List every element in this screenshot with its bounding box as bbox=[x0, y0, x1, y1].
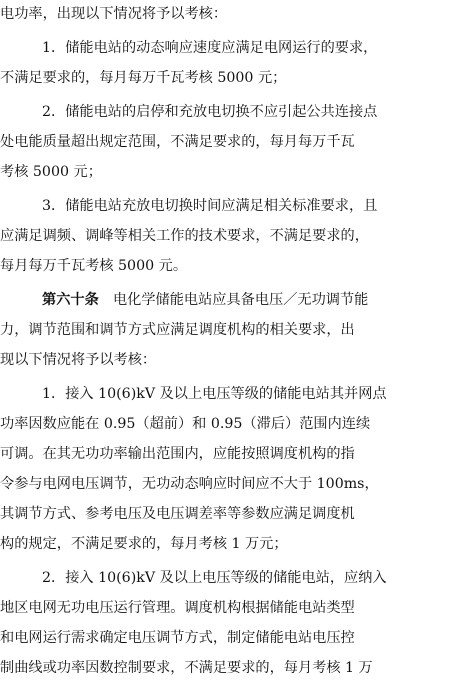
text-line: 力，调节范围和调节方式应满足调度机构的相关要求，出 bbox=[0, 322, 355, 338]
text-line: 3．储能电站充放电切换时间应满足相关标准要求，且 bbox=[42, 198, 378, 214]
text-line: 制曲线或功率因数控制要求，不满足要求的，每月考核 1 万 bbox=[0, 660, 373, 676]
text-line: 考核 5000 元； bbox=[0, 164, 102, 180]
text-line: 2．储能电站的启停和充放电切换不应引起公共连接点 bbox=[42, 104, 378, 120]
text-line: 其调节方式、参考电压及电压调差率等参数应满足调度机 bbox=[0, 506, 355, 522]
text-line: 1．接入 10(6)kV 及以上电压等级的储能电站其并网点 bbox=[42, 386, 387, 402]
article-heading: 第六十条 bbox=[42, 292, 99, 308]
text-line: 令参与电网电压调节，无功动态响应时间应不大于 100ms， bbox=[0, 476, 379, 492]
text-line: 电功率，出现以下情况将予以考核： bbox=[0, 6, 228, 22]
text-line: 功率因数应能在 0.95（超前）和 0.95（滞后）范围内连续 bbox=[0, 416, 371, 432]
text-line: 1．储能电站的动态响应速度应满足电网运行的要求， bbox=[42, 40, 378, 56]
text-line: 现以下情况将予以考核： bbox=[0, 352, 157, 368]
text-line: 处电能质量超出规定范围，不满足要求的，每月每万千瓦 bbox=[0, 134, 355, 150]
text-line: 地区电网无功电压运行管理。调度机构根据储能电站类型 bbox=[0, 600, 355, 616]
article-text: 电化学储能电站应具备电压／无功调节能 bbox=[112, 292, 369, 308]
text-line: 2．接入 10(6)kV 及以上电压等级的储能电站，应纳入 bbox=[42, 570, 387, 586]
text-line: 构的规定，不满足要求的，每月考核 1 万元； bbox=[0, 536, 288, 552]
text-line: 每月每万千瓦考核 5000 元。 bbox=[0, 258, 188, 274]
text-line: 可调。在其无功功率输出范围内，应能按照调度机构的指 bbox=[0, 446, 355, 462]
text-line: 不满足要求的，每月每万千瓦考核 5000 元； bbox=[0, 70, 287, 86]
text-line: 和电网运行需求确定电压调节方式，制定储能电站电压控 bbox=[0, 630, 355, 646]
article-line bbox=[0, 290, 450, 310]
text-line: 应满足调频、调峰等相关工作的技术要求，不满足要求的， bbox=[0, 228, 369, 244]
